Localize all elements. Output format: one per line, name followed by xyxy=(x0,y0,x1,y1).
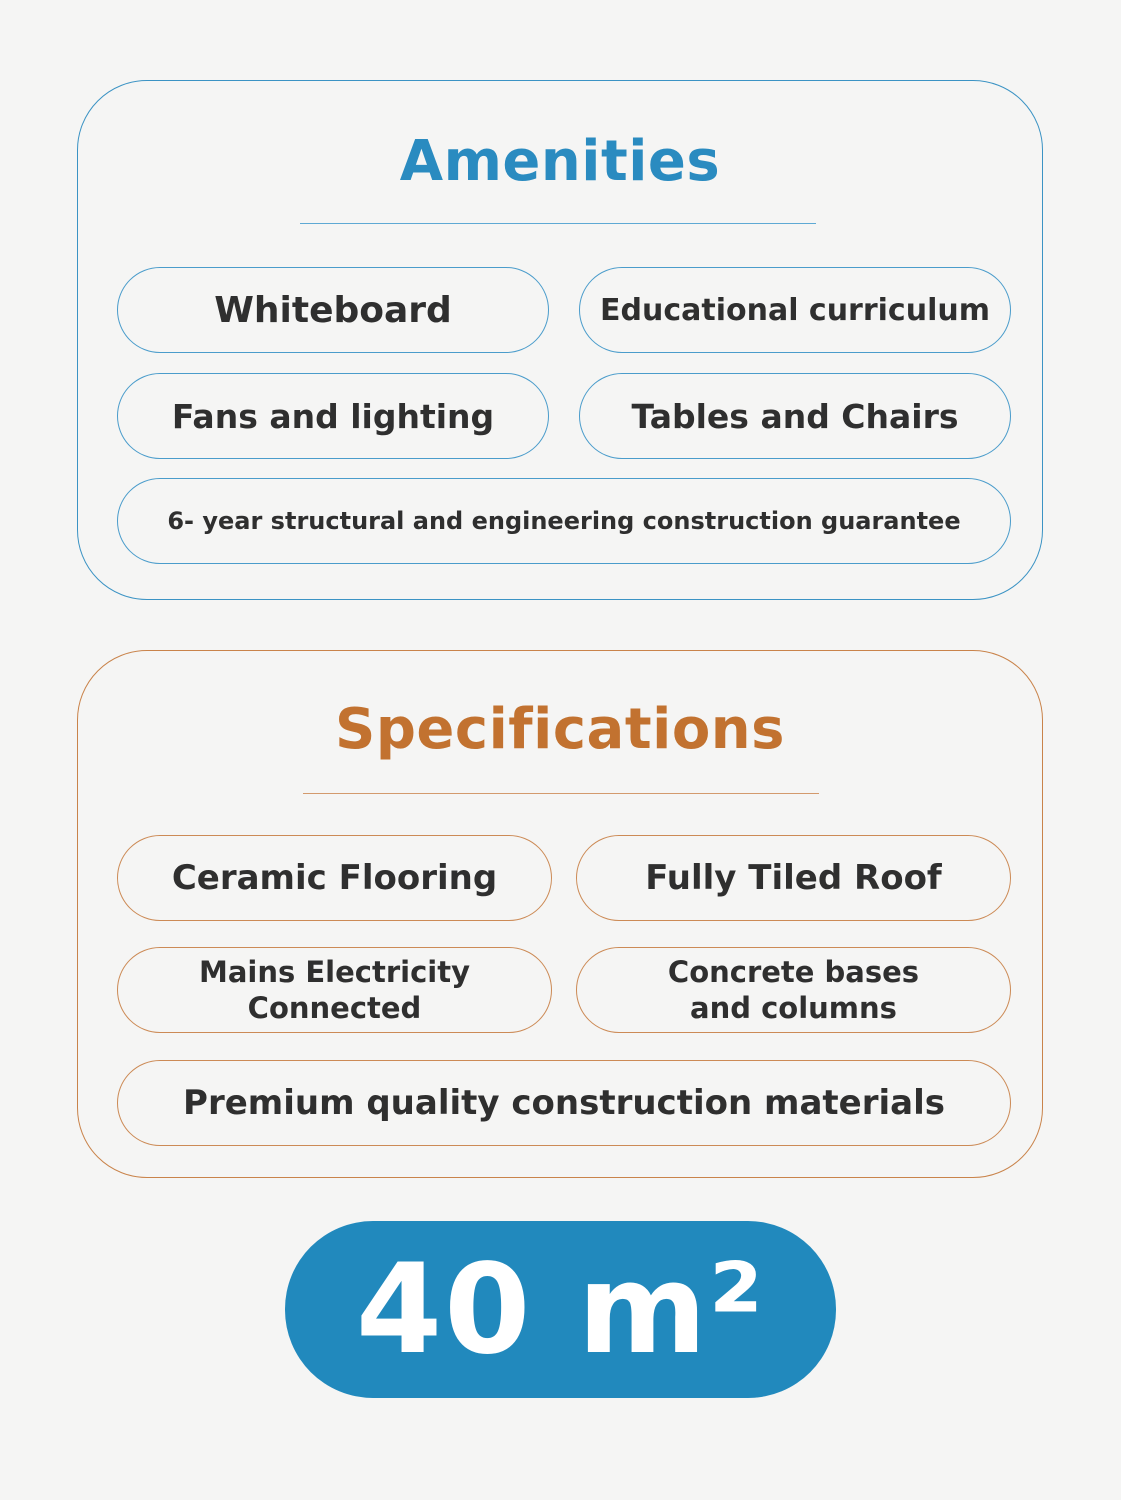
amenity-label: Tables and Chairs xyxy=(631,396,959,436)
specifications-divider xyxy=(303,793,819,794)
area-badge xyxy=(285,1221,836,1398)
specifications-title: Specifications xyxy=(335,697,785,762)
specifications-panel xyxy=(77,650,1043,1178)
amenity-label: Fans and lighting xyxy=(171,396,495,436)
spec-fully-tiled-roof[interactable] xyxy=(576,835,1011,921)
amenity-whiteboard[interactable] xyxy=(117,267,549,353)
spec-label: Fully Tiled Roof xyxy=(645,858,942,898)
amenity-label: Whiteboard xyxy=(214,289,452,331)
spec-label: Concrete bases and columns xyxy=(667,954,920,1025)
amenity-fans-and-lighting[interactable] xyxy=(117,373,549,459)
amenities-title: Amenities xyxy=(399,129,721,194)
amenities-panel xyxy=(77,80,1043,600)
amenity-educational-curriculum[interactable] xyxy=(579,267,1011,353)
spec-concrete-bases[interactable] xyxy=(576,947,1011,1033)
spec-label: Mains Electricity Connected xyxy=(199,954,470,1025)
amenity-label: Educational curriculum xyxy=(600,292,990,328)
amenity-label: 6- year structural and engineering construction guarantee xyxy=(167,507,961,535)
area-value: 40 m² xyxy=(355,1237,766,1382)
spec-label: Premium quality construction materials xyxy=(183,1083,945,1123)
spec-ceramic-flooring[interactable] xyxy=(117,835,552,921)
spec-mains-electricity[interactable] xyxy=(117,947,552,1033)
spec-premium-materials[interactable] xyxy=(117,1060,1011,1146)
amenities-divider xyxy=(300,223,816,224)
spec-label: Ceramic Flooring xyxy=(171,858,498,898)
amenity-tables-and-chairs[interactable] xyxy=(579,373,1011,459)
amenity-construction-guarantee[interactable] xyxy=(117,478,1011,564)
